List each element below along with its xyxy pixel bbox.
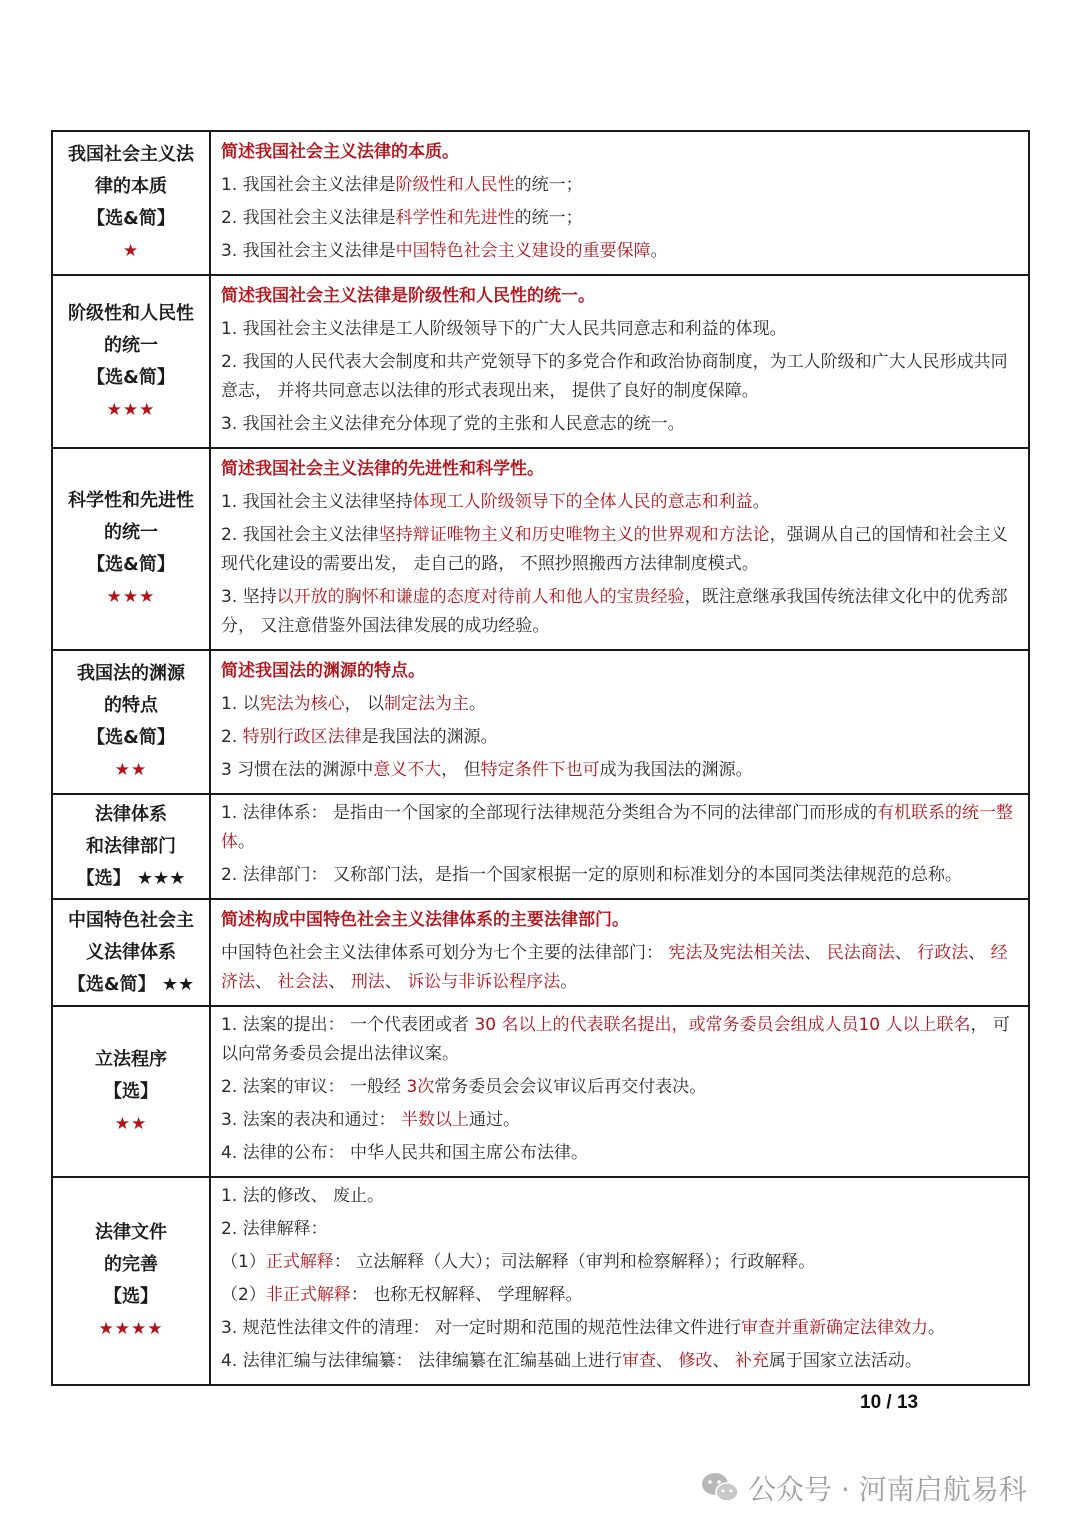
text-segment: 2. 法律解释： <box>221 1219 328 1239</box>
topic-title-line: 我国法的渊源 <box>77 663 185 684</box>
content-cell <box>210 131 1029 275</box>
topic-title-line: 【选】 <box>104 1080 158 1102</box>
content-cell <box>210 1177 1029 1385</box>
importance-stars: ★★★★ <box>98 1319 164 1339</box>
question-heading: 简述我国社会主义法律的先进性和科学性。 <box>221 459 544 479</box>
text-segment: 2. 法案的审议： 一般经 <box>221 1077 407 1097</box>
text-segment: 、 <box>255 972 278 992</box>
content-cell <box>210 650 1029 794</box>
text-segment: （1） <box>221 1252 266 1272</box>
text-segment: 2. 我国的人民代表大会制度和共产党领导下的多党合作和政治协商制度，为工人阶级和广大人民形成共同意志， 并将共同意志以法律的形式表现出来， 提供了良好的制度保障。 <box>221 352 1008 401</box>
content-line <box>221 1106 1020 1135</box>
content-cell <box>210 1006 1029 1177</box>
key-phrase: 阶级性和人民性 <box>395 175 515 195</box>
table-row <box>52 899 1029 1006</box>
topic-cell <box>52 275 210 448</box>
text-segment: ： 立法解释（人大）；司法解释（审判和检察解释）；行政解释。 <box>333 1252 816 1272</box>
text-segment: 2. 我国社会主义法律 <box>221 525 379 545</box>
text-segment: 。 <box>560 972 578 992</box>
key-phrase: 科学性和先进性 <box>395 208 515 228</box>
text-segment: 、 <box>656 1351 679 1371</box>
question-heading: 简述我国社会主义法律的本质。 <box>221 142 459 162</box>
content-line <box>221 171 1020 200</box>
wechat-icon <box>700 1471 740 1505</box>
text-segment: 2. <box>221 727 243 747</box>
key-phrase: 坚持辩证唯物主义和历史唯物主义的世界观和方法论 <box>378 525 770 545</box>
key-phrase: 非正式解释 <box>265 1285 351 1305</box>
topic-title-line: 科学性和先进性 <box>68 490 194 511</box>
text-segment: 1. 我国社会主义法律是工人阶级领导下的广大人民共同意志和利益的体现。 <box>221 319 787 339</box>
content-cell <box>210 794 1029 899</box>
topic-title-line: 的特点 <box>104 695 158 716</box>
content-line <box>221 410 1020 439</box>
text-segment: 1. 我国社会主义法律是 <box>221 175 396 195</box>
text-segment: 、 <box>384 972 408 992</box>
text-segment: 3. 法案的表决和通过： <box>221 1110 402 1130</box>
text-segment: 1. 我国社会主义法律坚持 <box>221 492 413 512</box>
topic-title-line: 【选&简】 ★★ <box>67 973 195 995</box>
text-segment: 、 <box>894 943 918 963</box>
content-cell <box>210 448 1029 650</box>
topic-cell <box>52 1006 210 1177</box>
text-segment: ， 可以向常务委员会提出法律议案。 <box>221 1015 1010 1064</box>
key-phrase: 行政法 <box>917 943 969 963</box>
table-row <box>52 131 1029 275</box>
importance-stars: ★★★ <box>106 399 156 420</box>
text-segment: 常务委员会会议审议后再交付表决。 <box>434 1077 707 1097</box>
text-segment: 成为我国法的渊源。 <box>599 760 753 780</box>
key-phrase: 宪法为核心 <box>259 694 345 714</box>
topic-title-line: 我国社会主义法 <box>68 144 194 165</box>
table-row <box>52 1006 1029 1177</box>
key-phrase: 补充 <box>734 1351 769 1371</box>
content-line <box>221 1314 1020 1343</box>
key-phrase: 特别行政区法律 <box>242 727 362 747</box>
text-segment: 3. 规范性法律文件的清理： 对一定时期和范围的规范性法律文件进行 <box>221 1318 742 1338</box>
content-line <box>221 348 1020 406</box>
content-cell <box>210 275 1029 448</box>
topic-cell <box>52 448 210 650</box>
key-phrase: 30 名以上的代表联名提出，或常务委员会组成人员10 人以上联名 <box>474 1015 971 1035</box>
content-line <box>221 690 1020 719</box>
key-phrase: 中国特色社会主义建设的重要保障 <box>395 241 651 261</box>
topic-title-line: 【选&简】 <box>87 208 175 229</box>
importance-stars: ★ <box>122 241 140 261</box>
key-phrase: 意义不大 <box>373 760 442 780</box>
topic-title-line: 【选&简】 <box>87 554 175 575</box>
topic-title-line: 【选&简】 <box>87 727 175 748</box>
text-segment: 、 <box>804 943 827 963</box>
question-heading: 简述我国法的渊源的特点。 <box>221 661 425 681</box>
key-phrase: 3次 <box>406 1077 435 1097</box>
key-phrase: 有机联系的统一整体 <box>221 803 1014 852</box>
key-phrase: 半数以上 <box>401 1110 470 1130</box>
topic-cell <box>52 650 210 794</box>
text-segment: 、 <box>712 1351 735 1371</box>
text-segment: 的统一； <box>514 175 583 195</box>
key-phrase: 正式解释 <box>265 1252 334 1272</box>
text-segment: ， 以 <box>344 694 385 714</box>
content-line <box>221 1281 1020 1310</box>
content-line <box>221 237 1020 266</box>
watermark-text: 公众号 · 河南启航易科 <box>748 1473 1027 1506</box>
text-segment: 。 <box>928 1318 946 1338</box>
key-phrase: 以开放的胸怀和谦虚的态度对待前人和他人的宝贵经验 <box>276 587 685 607</box>
notes-table-body <box>52 131 1029 1385</box>
text-segment: ，既注意继承我国传统法律文化中的优秀部分， 又注意借鉴外国法律发展的成功经验。 <box>221 587 1008 636</box>
text-segment: 的统一； <box>514 208 583 228</box>
content-line <box>221 1182 1020 1211</box>
text-segment: 3 习惯在法的渊源中 <box>221 760 374 780</box>
text-segment: 3. 我国社会主义法律充分体现了党的主张和人民意志的统一。 <box>221 414 685 434</box>
topic-title-line: 义法律体系 <box>86 941 176 963</box>
topic-title-line: 【选】 <box>104 1286 158 1307</box>
topic-title-line: 【选&简】 <box>87 366 175 388</box>
page-number: 10 / 13 <box>860 1392 919 1413</box>
content-cell <box>210 899 1029 1006</box>
content-line <box>221 1248 1020 1277</box>
content-line <box>221 861 1020 890</box>
key-phrase: 制定法为主 <box>384 694 470 714</box>
text-segment: 。 <box>238 832 255 852</box>
text-segment: 4. 法律汇编与法律编纂： 法律编纂在汇编基础上进行 <box>221 1351 623 1371</box>
content-line <box>221 939 1020 997</box>
key-phrase: 宪法及宪法相关法 <box>668 943 805 963</box>
key-phrase: 体现工人阶级领导下的全体人民的意志和利益 <box>412 492 753 512</box>
text-segment: 。 <box>469 694 487 714</box>
topic-title-line: 和法律部门 <box>86 835 176 857</box>
key-phrase: 诉讼与非诉讼程序法 <box>407 972 561 992</box>
key-phrase: 民法商法 <box>826 943 895 963</box>
key-phrase: 经济法 <box>221 943 1008 992</box>
question-heading: 简述构成中国特色社会主义法律体系的主要法律部门。 <box>221 910 629 930</box>
text-segment: 属于国家立法活动。 <box>768 1351 922 1371</box>
content-line <box>221 756 1020 785</box>
question-heading: 简述我国社会主义法律是阶级性和人民性的统一。 <box>221 286 595 306</box>
topic-cell <box>52 794 210 899</box>
text-segment: 1. 法的修改、 废止。 <box>221 1186 385 1206</box>
content-line <box>221 1073 1020 1102</box>
content-line <box>221 583 1020 641</box>
table-row <box>52 275 1029 448</box>
topic-title-line: 的统一 <box>104 334 158 356</box>
key-phrase: 审查并重新确定法律效力 <box>741 1318 929 1338</box>
content-line <box>221 723 1020 752</box>
topic-title-line: 【选】 ★★★ <box>76 867 186 889</box>
table-row <box>52 1177 1029 1385</box>
text-segment: （2） <box>221 1285 266 1305</box>
topic-title-line: 的统一 <box>104 522 158 543</box>
key-phrase: 审查 <box>622 1351 657 1371</box>
notes-table <box>51 130 1030 1386</box>
text-segment: 中国特色社会主义法律体系可划分为七个主要的法律部门： <box>221 943 669 963</box>
text-segment: 通过。 <box>469 1110 521 1130</box>
importance-stars: ★★ <box>114 760 148 780</box>
topic-title-line: 法律体系 <box>95 803 167 825</box>
content-line <box>221 315 1020 344</box>
table-row <box>52 448 1029 650</box>
table-row <box>52 794 1029 899</box>
key-phrase: 刑法 <box>350 972 385 992</box>
topic-title-line: 立法程序 <box>95 1048 167 1070</box>
content-line <box>221 1347 1020 1376</box>
content-line <box>221 1011 1020 1069</box>
text-segment: 1. 法律体系： 是指由一个国家的全部现行法律规范分类组合为不同的法律部门而形成的 <box>221 803 878 823</box>
text-segment: 。 <box>650 241 668 261</box>
table-row <box>52 650 1029 794</box>
content-line <box>221 799 1020 857</box>
topic-title-line: 律的本质 <box>95 176 167 197</box>
topic-cell <box>52 1177 210 1385</box>
topic-title-line: 的完善 <box>104 1254 158 1275</box>
text-segment: ，强调从自己的国情和社会主义现代化建设的需要出发， 走自己的路， 不照抄照搬西方法律制度模式。 <box>221 525 1008 574</box>
text-segment: 、 <box>968 943 991 963</box>
text-segment: ： 也称无权解释、 学理解释。 <box>350 1285 583 1305</box>
topic-title-line: 法律文件 <box>95 1222 167 1243</box>
key-phrase: 特定条件下也可 <box>480 760 600 780</box>
content-line <box>221 1139 1020 1168</box>
text-segment: 3. 坚持 <box>221 587 277 607</box>
text-segment: 。 <box>752 492 770 512</box>
content-line <box>221 521 1020 579</box>
content-line <box>221 1215 1020 1244</box>
text-segment: 2. 法律部门： 又称部门法，是指一个国家根据一定的原则和标准划分的本国同类法律规范的总称。 <box>221 865 963 885</box>
text-segment: 是我国法的渊源。 <box>361 727 498 747</box>
key-phrase: 修改 <box>678 1351 713 1371</box>
text-segment: 3. 我国社会主义法律是 <box>221 241 396 261</box>
importance-stars: ★★ <box>114 1113 148 1134</box>
content-line <box>221 204 1020 233</box>
text-segment: 2. 我国社会主义法律是 <box>221 208 396 228</box>
text-segment: 1. 以 <box>221 694 260 714</box>
key-phrase: 社会法 <box>277 972 329 992</box>
text-segment: 、 <box>328 972 351 992</box>
importance-stars: ★★★ <box>106 587 156 607</box>
topic-cell <box>52 899 210 1006</box>
topic-title-line: 阶级性和人民性 <box>68 302 194 324</box>
text-segment: 1. 法案的提出： 一个代表团或者 <box>221 1015 475 1035</box>
text-segment: 4. 法律的公布： 中华人民共和国主席公布法律。 <box>221 1143 589 1163</box>
content-line <box>221 488 1020 517</box>
topic-title-line: 中国特色社会主 <box>68 909 194 931</box>
watermark <box>700 1468 1027 1508</box>
topic-cell <box>52 131 210 275</box>
text-segment: ， 但 <box>441 760 481 780</box>
